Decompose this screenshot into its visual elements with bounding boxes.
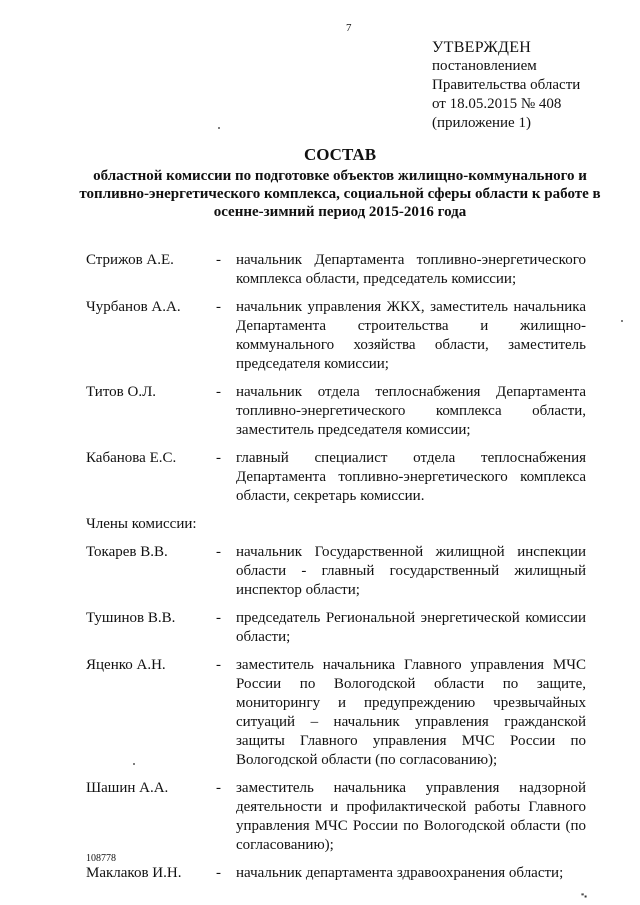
document-title: СОСТАВ <box>303 145 377 164</box>
member-name: Тушинов В.В. <box>86 610 176 626</box>
member-row-deputy-2 <box>86 383 586 440</box>
member-dash: - <box>216 384 221 400</box>
scan-speck <box>621 320 623 322</box>
approval-line-3: от 18.05.2015 № 408 <box>432 96 562 112</box>
scan-speck <box>133 763 135 765</box>
member-role: начальник управления ЖКХ, заместитель начальника Департамента строительства и жилищно-коммунального хозяйства области, заместитель председателя комиссии; <box>236 299 586 372</box>
member-row <box>86 609 586 647</box>
document-subtitle-line-2: топливно-энергетического комплекса, социальной сферы области к работе в <box>79 186 601 202</box>
document-subtitle-line-3: осенне-зимний период 2015-2016 года <box>213 204 467 220</box>
approval-line-2: Правительства области <box>432 77 581 93</box>
member-row <box>86 864 586 883</box>
member-dash: - <box>216 780 221 796</box>
scan-corner-mark: ''''' ▪ <box>580 892 586 901</box>
member-role: начальник Департамента топливно-энергетического комплекса области, председатель комиссии; <box>236 252 586 287</box>
member-role: председатель Региональной энергетической комиссии области; <box>236 610 586 645</box>
approval-line-4: (приложение 1) <box>432 115 531 131</box>
member-row <box>86 656 586 770</box>
member-dash: - <box>216 610 221 626</box>
member-row-secretary <box>86 449 586 506</box>
member-name: Маклаков И.Н. <box>86 865 182 881</box>
document-heading <box>60 145 620 221</box>
member-dash: - <box>216 252 221 268</box>
member-name: Шашин А.А. <box>86 780 169 796</box>
member-name: Титов О.Л. <box>86 384 157 400</box>
member-role: главный специалист отдела теплоснабжения Департамента топливно-энергетического комплекса области, секретарь комиссии. <box>236 450 586 504</box>
member-dash: - <box>216 657 221 673</box>
member-dash: - <box>216 865 221 881</box>
scan-speck <box>218 127 220 129</box>
commission-list <box>86 251 586 892</box>
member-name: Яценко А.Н. <box>86 657 166 673</box>
member-name: Чурбанов А.А. <box>86 299 181 315</box>
members-section-label: Члены комиссии: <box>86 516 197 532</box>
approval-stamp: УТВЕРЖДЕН <box>432 39 532 56</box>
member-role: начальник отдела теплоснабжения Департамента топливно-энергетического комплекса области, заместитель председателя комиссии; <box>236 384 586 438</box>
member-dash: - <box>216 450 221 466</box>
document-subtitle-line-1: областной комиссии по подготовке объектов жилищно-коммунального и <box>93 168 587 184</box>
member-row-chairman <box>86 251 586 289</box>
member-name: Стрижов А.Е. <box>86 252 174 268</box>
approval-block <box>432 38 580 133</box>
member-row-deputy-1 <box>86 298 586 374</box>
approval-line-1: постановлением <box>432 58 537 74</box>
page-number: 7 <box>346 22 352 34</box>
member-name: Кабанова Е.С. <box>86 450 177 466</box>
member-role: заместитель начальника управления надзорной деятельности и профилактической работы Главного управления МЧС России по Вологодской области (по согласованию); <box>236 780 586 853</box>
document-code: 108778 <box>86 853 116 864</box>
member-row <box>86 543 586 600</box>
member-name: Токарев В.В. <box>86 544 168 560</box>
member-dash: - <box>216 544 221 560</box>
member-role: начальник Государственной жилищной инспекции области - главный государственный жилищный инспектор области; <box>236 544 586 598</box>
member-row <box>86 779 586 855</box>
member-dash: - <box>216 299 221 315</box>
member-role: заместитель начальника Главного управления МЧС России по Вологодской области по защите, мониторингу и предупреждению чрезвычайных ситуаций – начальник управления гражданской защиты Главного управления МЧС России по Вологодской области (по согласованию); <box>236 657 586 768</box>
member-role: начальник департамента здравоохранения области; <box>236 865 564 881</box>
